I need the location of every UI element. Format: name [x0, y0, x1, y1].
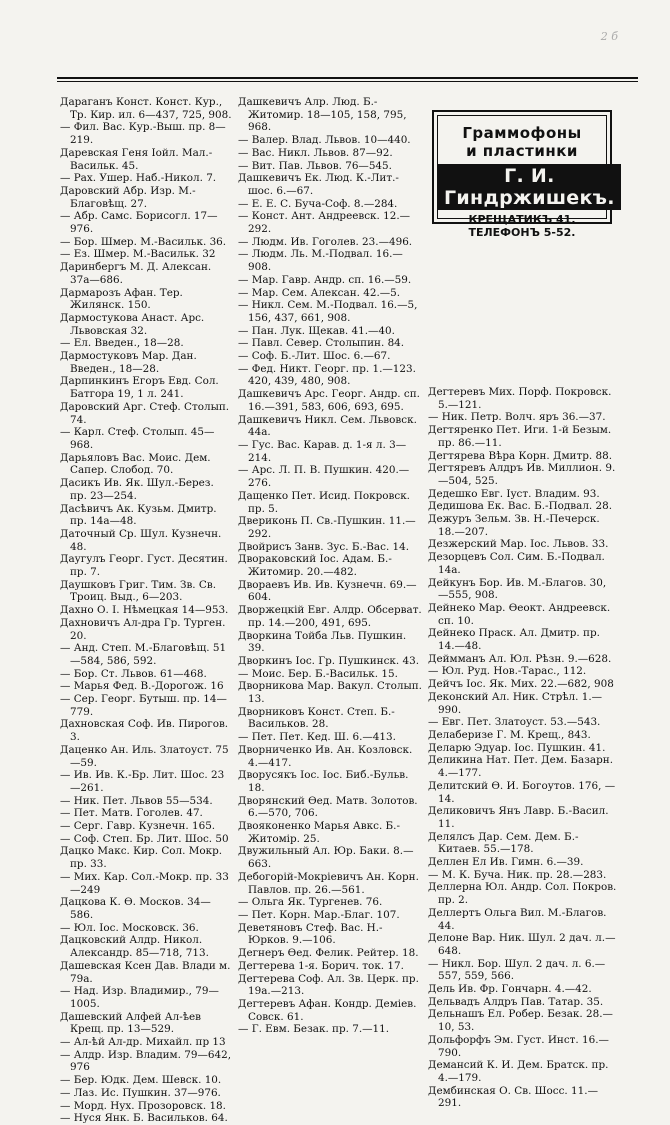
directory-entry: — Мар. Гавр. Андр. сп. 16.—59. [238, 273, 412, 286]
directory-entry: Даушковъ Григ. Тим. Зв. Св. Троиц. Выд., 6—203. [60, 578, 217, 604]
directory-entry: Дарьяловъ Вас. Моис. Дем. Сапер. Слобод. 70. [60, 451, 211, 477]
directory-entry: — Бор. Шмер. М.-Васильк. 36. [60, 235, 227, 248]
directory-entry: Дегтярева Вѣра Корн. Дмитр. 88. [428, 449, 613, 462]
directory-entry: — Бер. Юдк. Дем. Шевск. 10. [60, 1074, 222, 1087]
directory-entry: Дедишова Ек. Вас. Б.-Подвал. 28. [428, 500, 613, 513]
directory-entry: Дашевская Ксен Дав. Влади м. 79а. [60, 959, 231, 985]
directory-entry: Дахновичъ Ал-дра Гр. Турген. 20. [60, 616, 226, 642]
directory-entry: Деллертъ Ольга Вил. М.-Благов. 44. [428, 906, 607, 932]
column-right [428, 386, 618, 1110]
directory-entry: Дезжерский Мар. Іос. Львов. 33. [428, 538, 609, 551]
directory-entry: — Павл. Север. Столыпин. 84. [238, 337, 405, 350]
directory-entry: Дахно О. І. Нѣмецкая 14—953. [60, 604, 229, 617]
ad-subheadline: и пластинки [466, 142, 578, 160]
directory-entry: Дармостуковъ Мар. Дан. Введен., 18—28. [60, 350, 197, 375]
directory-entry: — Гус. Вас. Карав. д. 1-я л. 3—214. [238, 438, 407, 464]
directory-entry: — Мар. Сем. Алексан. 42.—5. [238, 286, 401, 299]
directory-entry: — Лаз. Ис. Пушкин. 37—976. [60, 1086, 221, 1099]
directory-entry: — Вит. Пав. Львов. 76—545. [238, 159, 392, 172]
directory-entry: Деликина Нат. Пет. Дем. Базарн. 4.—177. [428, 754, 613, 780]
directory-entry: — Ел. Введен., 18—28. [60, 337, 184, 350]
directory-entry: Дацковский Алдр. Никол. Александр. 85—718, 713. [60, 934, 209, 960]
directory-entry: Дарпинкинъ Егоръ Евд. Сол. Батгора 19, 1 л. 241. [60, 375, 219, 401]
directory-entry: Дасикъ Ив. Як. Шул.-Берез. пр. 23—254. [60, 477, 214, 502]
directory-entry: — Г. Евм. Безак. пр. 7.—11. [238, 1023, 390, 1036]
directory-entry: — Нуся Янк. Б. Васильков. 64. [60, 1112, 228, 1125]
directory-entry: Дворкина Тойба Льв. Пушкин. 39. [238, 629, 407, 655]
directory-entry: Двойрисъ Занв. Зус. Б.-Вас. 14. [238, 540, 410, 553]
directory-entry: — Фед. Никт. Георг. пр. 1.—123. 420, 439, 480, 908. [238, 362, 416, 388]
directory-entry: — Ез. Шмер. М.-Васильк. 32 [60, 248, 216, 261]
directory-entry: Даревская Геня Іойл. Мал.-Васильк. 45. [60, 146, 213, 172]
directory-entry: — Пет. Пет. Кед. Ш. 6.—413. [238, 731, 396, 744]
directory-entry: Даценко Ан. Иль. Златоуст. 75—59. [60, 743, 229, 769]
directory-entry: Деликовичъ Янъ Лавр. Б.-Васил. 11. [428, 805, 609, 830]
directory-entry: — Фил. Вас. Кур.-Выш. пр. 8—219. [60, 121, 226, 147]
directory-entry: — Мих. Кар. Сол.-Мокр. пр. 33—249 [60, 870, 229, 896]
column-left [60, 96, 233, 1125]
ad-phone: ТЕЛЕФОНЪ 5-52. [468, 226, 576, 239]
directory-entry: — Никл. Бор. Шул. 2 дач. л. 6.—557, 559, 566. [428, 957, 606, 983]
directory-entry: Двораковский Іос. Адам. Б.-Житомир. 20.—482. [238, 553, 392, 579]
directory-entry: Дельнашъ Ел. Робер. Безак. 28.—10, 53. [428, 1008, 613, 1034]
header-rule-thin [57, 81, 638, 82]
directory-entry: — Юл. Руд. Нов.-Тарас., 112. [428, 665, 587, 678]
directory-entry: Дежуръ Зельм. Зв. Н.-Печерск. 18.—207. [428, 513, 600, 538]
directory-entry: Делоне Вар. Ник. Шул. 2 дач. л.—648. [428, 932, 616, 957]
directory-entry: Дейнеко Мар. Ѳеокт. Андреевск. сп. 10. [428, 601, 611, 627]
directory-entry: Дельвадъ Алдръ Пав. Татар. 35. [428, 995, 604, 1008]
directory-entry: Дворниковъ Конст. Степ. Б.-Васильков. 28. [238, 705, 395, 731]
ad-company-name: Г. И. Гиндржишекъ. [438, 164, 621, 210]
directory-entry: — Ник. Пет. Львов 55—534. [60, 794, 213, 807]
directory-entry: — Пет. Матв. Гоголев. 47. [60, 807, 203, 820]
directory-entry: Даровский Абр. Изр. М.-Благовѣщ. 27. [60, 184, 196, 210]
directory-entry: Дезорцевъ Сол. Сим. Б.-Подвал. 14а. [428, 551, 605, 576]
directory-entry: — Е. Е. С. Буча-Соф. 8.—284. [238, 197, 398, 210]
directory-entry: — Валер. Влад. Львов. 10—440. [238, 134, 411, 147]
directory-entry: — Конст. Ант. Андреевск. 12.—292. [238, 210, 411, 236]
directory-entry: Даугулъ Георг. Густ. Десятин. пр. 7. [60, 553, 228, 579]
directory-entry: Дворусякъ Іос. Іос. Биб.-Бульв. 18. [238, 769, 409, 794]
directory-entry: — М. К. Буча. Ник. пр. 28.—283. [428, 868, 607, 881]
directory-entry: Дахновская Соф. Ив. Пирогов. 3. [60, 718, 229, 744]
directory-entry: Дегтеревъ Афан. Кондр. Деміев. Совск. 61. [238, 997, 417, 1023]
directory-entry: Двериконь П. Св.-Пушкин. 11.—292. [238, 515, 416, 540]
directory-entry: Дегтяренко Пет. Иги. 1-й Безым. пр. 86.—11. [428, 424, 612, 449]
directory-entry: Даточный Ср. Шул. Кузнечн. 48. [60, 527, 222, 553]
directory-entry: — Ник. Петр. Волч. яръ 36.—37. [428, 411, 606, 424]
directory-entry: Деларю Эдуар. Іос. Пушкин. 41. [428, 741, 606, 754]
directory-entry: — Анд. Степ. М.-Благовѣщ. 51—584, 586, 592. [60, 642, 227, 667]
directory-entry: — Серг. Гавр. Кузнечн. 165. [60, 820, 216, 833]
directory-entry: Двояконенко Марья Авкс. Б.-Житомір. 25. [238, 820, 400, 845]
directory-entry: — Ив. Ив. К.-Бр. Лит. Шос. 23—261. [60, 769, 225, 794]
directory-entry: Демансий К. И. Дем. Братск. пр. 4.—179. [428, 1059, 609, 1084]
directory-entry: — Над. Изр. Владимир., 79—1005. [60, 985, 219, 1010]
directory-entry: — Никл. Сем. М.-Подвал. 16.—5, 156, 437, 661, 908. [238, 299, 418, 324]
directory-entry: — Рах. Ушер. Наб.-Никол. 7. [60, 172, 217, 185]
directory-entry: Дараганъ Конст. Конст. Кур., Тр. Кир. ил. 6—437, 725, 908. [60, 96, 232, 121]
directory-entry: Дегтяревъ Алдръ Ив. Миллион. 9.—504, 525. [428, 462, 616, 487]
page-mark: 2 б [600, 30, 618, 43]
directory-entry: Даринбергъ М. Д. Алексан. 37а—686. [60, 261, 212, 286]
directory-entry: Двужильный Ал. Юр. Баки. 8.—663. [238, 845, 414, 871]
directory-entry: Деконский Ал. Ник. Стрѣл. 1.—990. [428, 690, 603, 716]
directory-entry: Дебогорій-Мокріевичъ Ан. Корн. Павлов. пр. 26.—561. [238, 870, 419, 896]
directory-entry: Дегтерева Соф. Ал. Зв. Церк. пр. 19а.—213. [238, 972, 419, 998]
directory-entry: Дашевский Алфей Ал-ѣев Крещ. пр. 13—529. [60, 1010, 201, 1036]
directory-entry: Делялсъ Дар. Сем. Дем. Б.-Китаев. 55.—178. [428, 830, 579, 856]
directory-entry: — Ольга Як. Тургенев. 76. [238, 896, 383, 909]
directory-entry: Дашкевичъ Алр. Люд. Б.-Житомир. 18—105, 158, 795, 968. [238, 96, 407, 134]
directory-entry: Дворжецкій Евг. Алдр. Обсерват. пр. 14.—200, 491, 695. [238, 604, 422, 629]
directory-entry: Делитский Ѳ. И. Богоутов. 176, —14. [428, 779, 616, 805]
directory-entry: — Соф. Б.-Лит. Шос. 6.—67. [238, 350, 391, 363]
directory-entry: Дворкинъ Іос. Гр. Пушкинск. 43. [238, 654, 420, 667]
directory-entry: Дейчъ Іос. Як. Мих. 22.—682, 908 [428, 678, 614, 691]
directory-entry: Дегнеръ Ѳед. Фелик. Рейтер. 18. [238, 947, 419, 960]
directory-entry: Дармарозъ Афан. Тер. Жилянск. 150. [60, 286, 183, 312]
directory-entry: — Ал-ѣй Ал-др. Михайл. пр 13 [60, 1036, 226, 1049]
directory-entry: — Людм. Ль. М.-Подвал. 16.—908. [238, 248, 403, 274]
directory-entry: Делаберизе Г. М. Крещ., 843. [428, 728, 591, 741]
directory-entry: Дашкевичъ Никл. Сем. Львовск. 44а. [238, 413, 417, 439]
directory-entry: — Юл. Іос. Московск. 36. [60, 921, 199, 934]
directory-entry: — Абр. Самс. Борисогл. 17—976. [60, 210, 218, 236]
directory-entry: — Морд. Нух. Прозоровск. 18. [60, 1099, 226, 1112]
directory-entry: Деветяновъ Стеф. Вас. Н.-Юрков. 9.—106. [238, 921, 383, 947]
directory-entry: Деллен Ел Ив. Гимн. 6.—39. [428, 856, 584, 869]
directory-entry: — Алдр. Изр. Владим. 79—642, 976 [60, 1048, 231, 1074]
directory-entry: Деймманъ Ал. Юл. Рѣзн. 9.—628. [428, 652, 612, 665]
directory-entry: Дольфорфъ Эм. Густ. Инст. 16.—790. [428, 1033, 609, 1059]
directory-entry: Даровский Арг. Стеф. Столып. 74. [60, 400, 230, 426]
directory-entry: — Карл. Стеф. Столып. 45—968. [60, 426, 215, 451]
column-middle [238, 96, 423, 1036]
directory-entry: Дацкова К. Ѳ. Москов. 34—586. [60, 896, 211, 921]
ad-inner-frame [437, 115, 615, 239]
directory-entry: — Моис. Бер. Б.-Васильк. 15. [238, 667, 398, 680]
directory-entry: Дащенко Пет. Исид. Покровск. пр. 5. [238, 489, 410, 515]
ad-headline: Граммофоны [462, 124, 582, 142]
directory-entry: Деллерна Юл. Андр. Сол. Покров. пр. 2. [428, 881, 617, 907]
directory-entry: Дейкунъ Бор. Ив. М.-Благов. 30, —555, 908. [428, 576, 607, 602]
directory-entry: Дармостукова Анаст. Арс. Львовская 32. [60, 311, 205, 337]
directory-entry: Дворниченко Ив. Ан. Козловск. 4.—417. [238, 743, 413, 769]
directory-entry: Дегтеревъ Мих. Порф. Покровск. 5.—121. [428, 386, 612, 411]
directory-entry: Дворникова Мар. Вакул. Столып. 13. [238, 680, 422, 706]
directory-entry: Дембинская О. Св. Шосс. 11.—291. [428, 1084, 598, 1110]
directory-entry: Дедешко Евг. Іуст. Владим. 93. [428, 487, 600, 500]
directory-entry: — Пан. Лук. Щекав. 41.—40. [238, 324, 395, 337]
directory-entry: — Пет. Корн. Мар.-Благ. 107. [238, 909, 400, 921]
directory-entry: — Евг. Пет. Златоуст. 53.—543. [428, 716, 601, 729]
directory-entry: Дасѣвичъ Ак. Кузьм. Дмитр. пр. 14а—48. [60, 502, 217, 528]
directory-entry: — Сер. Георг. Бутыш. пр. 14—779. [60, 693, 227, 718]
directory-entry: Двораевъ Ив. Ив. Кузнечн. 69.—604. [238, 578, 417, 604]
directory-entry: Дворянский Ѳед. Матв. Золотов. 6.—570, 706. [238, 794, 418, 820]
header-rule-thick [57, 77, 638, 79]
directory-entry: Дейнеко Праск. Ал. Дмитр. пр. 14.—48. [428, 627, 600, 653]
directory-entry: Дашкевичъ Ек. Люд. К.-Лит.-шос. 6.—67. [238, 172, 399, 197]
directory-entry: Дель Ив. Фр. Гончарн. 4.—42. [428, 983, 592, 996]
directory-entry: — Арс. Л. П. В. Пушкин. 420.—276. [238, 464, 410, 490]
gramophone-advertisement [432, 110, 615, 239]
directory-entry: — Марья Фед. В.-Дорогож. 16 [60, 680, 224, 693]
directory-entry: — Бор. Ст. Львов. 61—468. [60, 667, 207, 680]
directory-entry: — Соф. Степ. Бр. Лит. Шос. 50 [60, 832, 229, 845]
ad-address: КРЕЩАТИКЪ 41. [468, 213, 576, 226]
directory-entry: Дегтерева 1-я. Борич. ток. 17. [238, 959, 404, 972]
directory-entry: — Людм. Ив. Гоголев. 23.—496. [238, 235, 413, 248]
directory-entry: — Вас. Никл. Львов. 87—92. [238, 146, 393, 159]
directory-entry: Дашкевичъ Арс. Георг. Андр. сп. 16.—391, 583, 606, 693, 695. [238, 388, 420, 413]
directory-entry: Дацко Макс. Кир. Сол. Мокр. пр. 33. [60, 845, 223, 871]
